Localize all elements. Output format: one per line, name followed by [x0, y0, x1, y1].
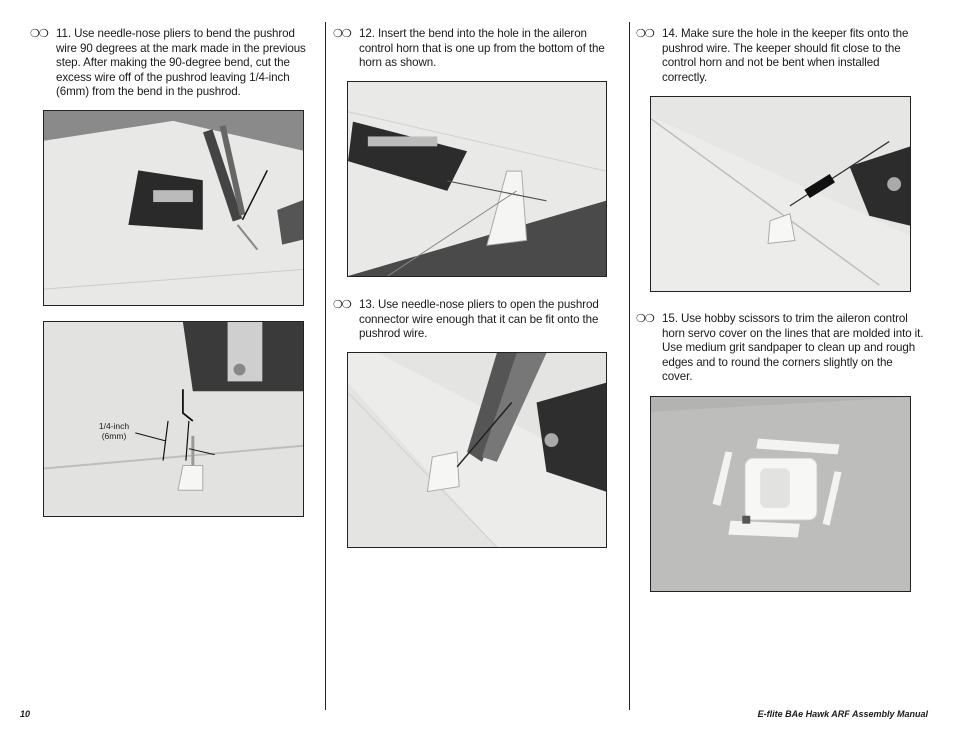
- step-text: 15. Use hobby scissors to trim the aileron control horn servo cover on the lines that are molded into it. Use medium grit sandpaper to clean up and rough edges and to round the corners slightly on the cover.: [662, 312, 924, 384]
- photo-bend-in-control-horn: [347, 81, 607, 277]
- checkbox-icon[interactable]: ❍❍: [636, 28, 654, 40]
- photo-pliers-bending-wire: [43, 110, 304, 306]
- step-text: 13. Use needle-nose pliers to open the pushrod connector wire enough that it can be fit onto the pushrod wire.: [359, 298, 599, 341]
- step-text: 11. Use needle-nose pliers to bend the pushrod wire 90 degrees at the mark made in the previous step. After making the 90-degree bend, cut the excess wire off of the pushrod leaving 1/4-inch (6mm) from the bend in the pushrod.: [56, 27, 306, 99]
- checkbox-icon[interactable]: ❍❍: [30, 28, 48, 40]
- step-text: 14. Make sure the hole in the keeper fits onto the pushrod wire. The keeper should fit close to the control horn and not be bent when installed correctly.: [662, 27, 909, 84]
- step-15: [636, 312, 926, 385]
- step-13: [333, 298, 613, 342]
- photo-keeper-on-pushrod: [650, 96, 911, 292]
- column-divider-left: [325, 22, 326, 710]
- page-number: 10: [20, 709, 31, 719]
- checkbox-icon[interactable]: ❍❍: [333, 28, 351, 40]
- checkbox-icon[interactable]: ❍❍: [636, 313, 654, 325]
- measurement-label-line2: (6mm): [101, 431, 127, 441]
- photo-quarter-inch-measurement: [43, 321, 304, 517]
- manual-title: E-flite BAe Hawk ARF Assembly Manual: [757, 709, 928, 719]
- step-12: [333, 27, 613, 71]
- column-divider-right: [629, 22, 630, 710]
- checkbox-icon[interactable]: ❍❍: [333, 299, 351, 311]
- measurement-label-line1: 1/4-inch: [98, 421, 130, 431]
- photo-pliers-opening-connector: [347, 352, 607, 548]
- photo-trimmed-servo-cover: [650, 396, 911, 592]
- step-14: [636, 27, 926, 85]
- step-text: 12. Insert the bend into the hole in the aileron control horn that is one up from the bottom of the horn as shown.: [359, 27, 605, 70]
- measurement-label: [88, 421, 140, 441]
- step-11: [30, 27, 316, 100]
